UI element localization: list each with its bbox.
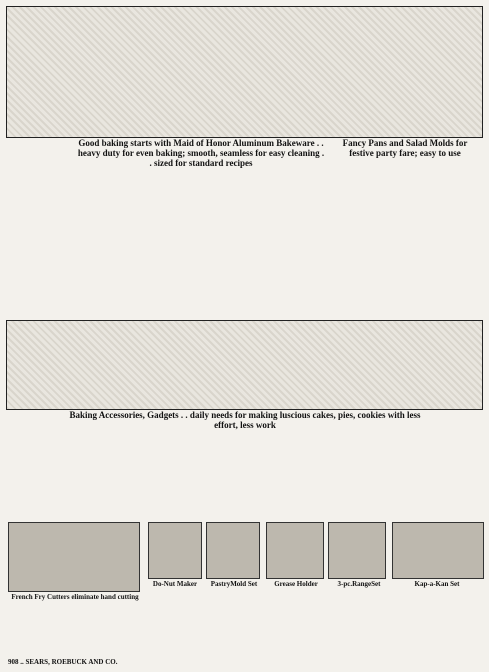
grease-holder-heading: Grease Holder bbox=[274, 580, 318, 588]
pastry-mold-text bbox=[204, 590, 264, 660]
kap-a-kan-text bbox=[392, 590, 482, 660]
pastry-mold-heading: PastryMold Set bbox=[210, 580, 258, 588]
page-footer: 908 .. SEARS, ROEBUCK AND CO. bbox=[8, 658, 118, 666]
grease-holder-photo bbox=[266, 522, 324, 579]
range-set-heading: 3-pc.RangeSet bbox=[337, 580, 381, 588]
french-fry-text bbox=[8, 603, 142, 651]
accessories-column-b bbox=[162, 432, 317, 522]
donut-maker-photo bbox=[148, 522, 202, 579]
grease-holder-text bbox=[266, 590, 326, 660]
accessories-column-a bbox=[8, 432, 158, 522]
donut-maker-text bbox=[146, 590, 204, 660]
bakeware-column-c bbox=[212, 166, 320, 318]
pastry-mold-photo bbox=[206, 522, 260, 579]
accessories-photo-area bbox=[6, 320, 483, 410]
kap-a-kan-heading: Kap-a-Kan Set bbox=[414, 580, 460, 588]
kap-a-kan-photo bbox=[392, 522, 484, 579]
bakeware-heading: Good baking starts with Maid of Honor Aluminum Bakeware . . heavy duty for even baking; smooth, seamless for easy cleaning . . sized for standard recipes bbox=[77, 138, 325, 168]
accessories-column-c bbox=[320, 432, 482, 522]
bakeware-column-b bbox=[110, 166, 210, 318]
range-set-text bbox=[328, 590, 390, 660]
donut-maker-heading: Do-Nut Maker bbox=[152, 580, 198, 588]
french-fry-cutter-photo bbox=[8, 522, 140, 592]
fancy-pans-heading: Fancy Pans and Salad Molds for festive party fare; easy to use bbox=[330, 138, 480, 158]
bakeware-photo-area bbox=[6, 6, 483, 138]
french-fry-heading: French Fry Cutters eliminate hand cutting bbox=[11, 593, 139, 601]
range-set-photo bbox=[328, 522, 386, 579]
fancy-pans-text bbox=[324, 166, 482, 318]
bakeware-column-a bbox=[8, 166, 108, 318]
accessories-heading: Baking Accessories, Gadgets . . daily needs for making luscious cakes, pies, cookies with less effort, less work bbox=[60, 410, 430, 430]
